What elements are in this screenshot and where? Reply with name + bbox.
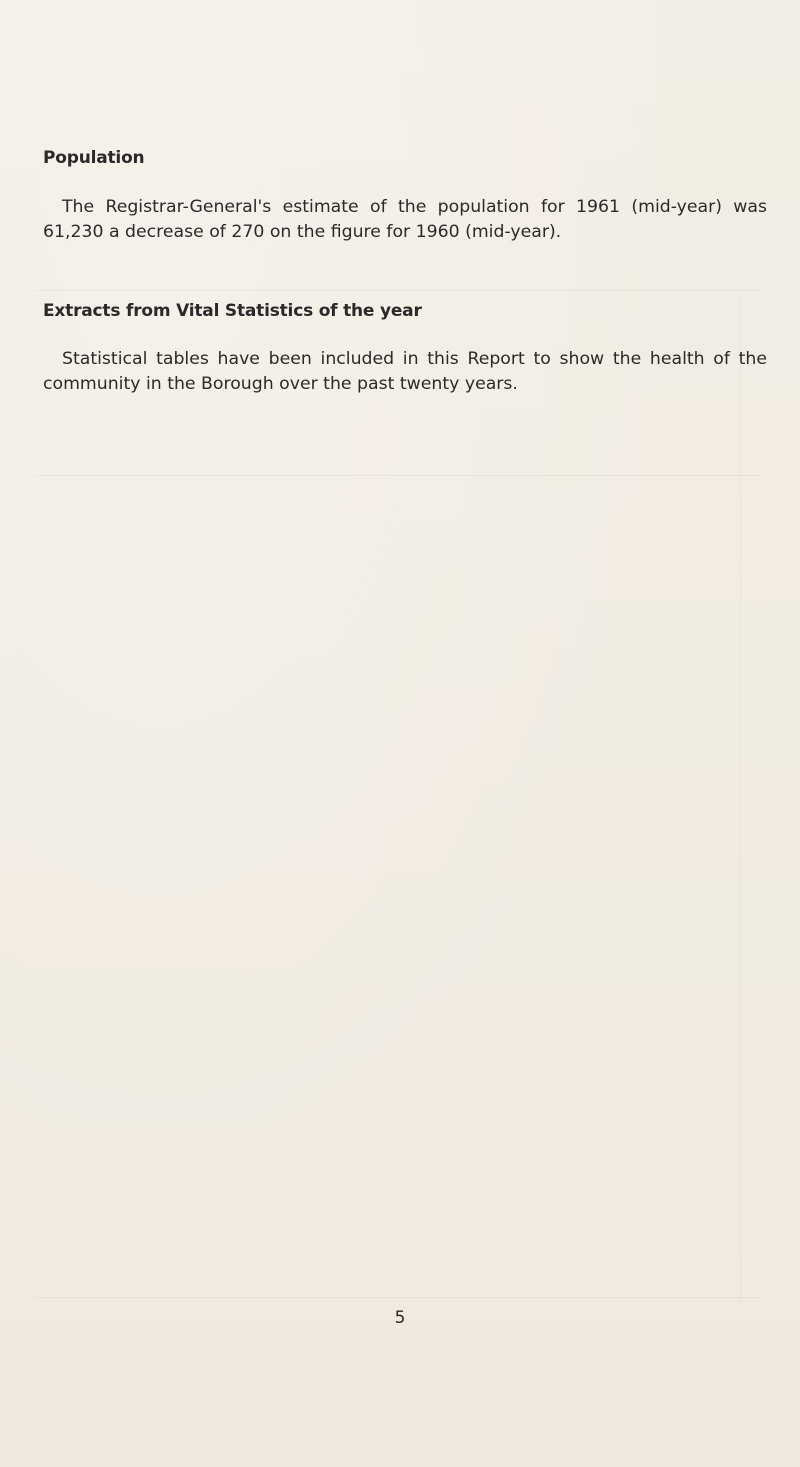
bleed-through-rule (35, 290, 760, 291)
section-body-vital-statistics: Statistical tables have been included in this Report to show the health of the community in the Borough over the past twenty years. (43, 349, 767, 394)
section-heading-vital-statistics: Extracts from Vital Statistics of the year (43, 301, 422, 321)
bleed-through-rule (35, 475, 760, 476)
section-body-population: The Registrar-General's estimate of the population for 1961 (mid-year) was 61,230 a decrease of 270 on the figure for 1960 (mid-year). (43, 197, 767, 242)
section-heading-population: Population (43, 148, 145, 168)
bleed-through-rule (740, 300, 741, 1300)
page-number: 5 (394, 1308, 406, 1328)
bleed-through-rule (35, 1297, 760, 1298)
